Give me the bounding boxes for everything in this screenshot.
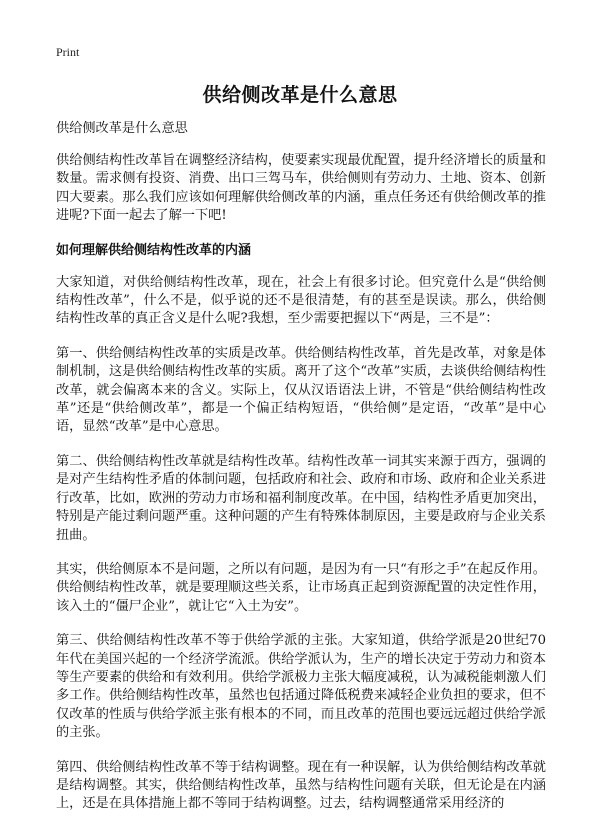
section-paragraph: 第三、供给侧结构性改革不等于供给学派的主张。大家知道，供给学派是20世纪70年代在美国兴起的一个经济学流派。供给学派认为，生产的增长决定于劳动力和资本等生产要素的供给和有效利用。供给学派极力主张大幅度减税，认为减税能刺激人们多工作。供给侧结构性改革，虽然也包括通过降低税费来减轻企业负担的要求，但不仅改革的性质与供给学派主张有根本的不同，而且改革的范围也要远远超过供给学派的主张。 [56,633,546,741]
section-paragraph: 大家知道，对供给侧结构性改革，现在，社会上有很多讨论。但究竟什么是“供给侧结构性改革”，什么不是，似乎说的还不是很清楚，有的甚至是误读。那么，供给侧结构性改革的真正含义是什么呢?我想，至少需要把握以下“两是，三不是”： [56,274,546,327]
page-title: 供给侧改革是什么意思 [202,84,398,106]
section-paragraph: 第二、供给侧结构性改革就是结构性改革。结构性改革一词其实来源于西方，强调的是对产生结构性矛盾的体制问题，包括政府和社会、政府和市场、政府和企业关系进行改革，比如，欧洲的劳动力市场和福利制度改革。在中国，结构性矛盾更加突出，特别是产能过剩问题严重。这种问题的产生有特殊体制原因，主要是政府与企业关系扭曲。 [56,453,546,543]
section-paragraph: 其实，供给侧原本不是问题，之所以有问题，是因为有一只“有形之手”在起反作用。供给侧结构性改革，就是要理顺这些关系，让市场真正起到资源配置的决定性作用，该入土的“僵尸企业”，就让它“入土为安”。 [56,561,546,614]
section-paragraph: 第一、供给侧结构性改革的实质是改革。供给侧结构性改革，首先是改革，对象是体制机制，这是供给侧结构性改革的实质。离开了这个“改革”实质，去谈供给侧结构性改革，就会偏离本来的含义。实际上，仅从汉语语法上讲，不管是“供给侧结构性改革”还是“供给侧改革”，都是一个偏正结构短语，“供给侧”是定语，“改革”是中心语，显然“改革”是中心意思。 [56,345,546,435]
article-subtitle: 供给侧改革是什么意思 [56,121,188,136]
article-body [56,120,546,828]
section-paragraph: 第四、供给侧结构性改革不等于结构调整。现在有一种误解，认为供给侧结构改革就是结构调整。其实，供给侧结构性改革，虽然与结构性问题有关联，但无论是在内涵上，还是在具体措施上都不等同于结构调整。过去，结构调整通常采用经济的 [56,759,546,812]
print-link[interactable]: Print [56,45,80,59]
section-heading: 如何理解供给侧结构性改革的内涵 [56,242,252,258]
intro-paragraph: 供给侧结构性改革旨在调整经济结构，使要素实现最优配置，提升经济增长的质量和数量。需求侧有投资、消费、出口三驾马车，供给侧则有劳动力、土地、资本、创新四大要素。那么我们应该如何理解供给侧改革的内涵，重点任务还有供给侧改革的推进呢?下面一起去了解一下吧! [56,153,546,224]
